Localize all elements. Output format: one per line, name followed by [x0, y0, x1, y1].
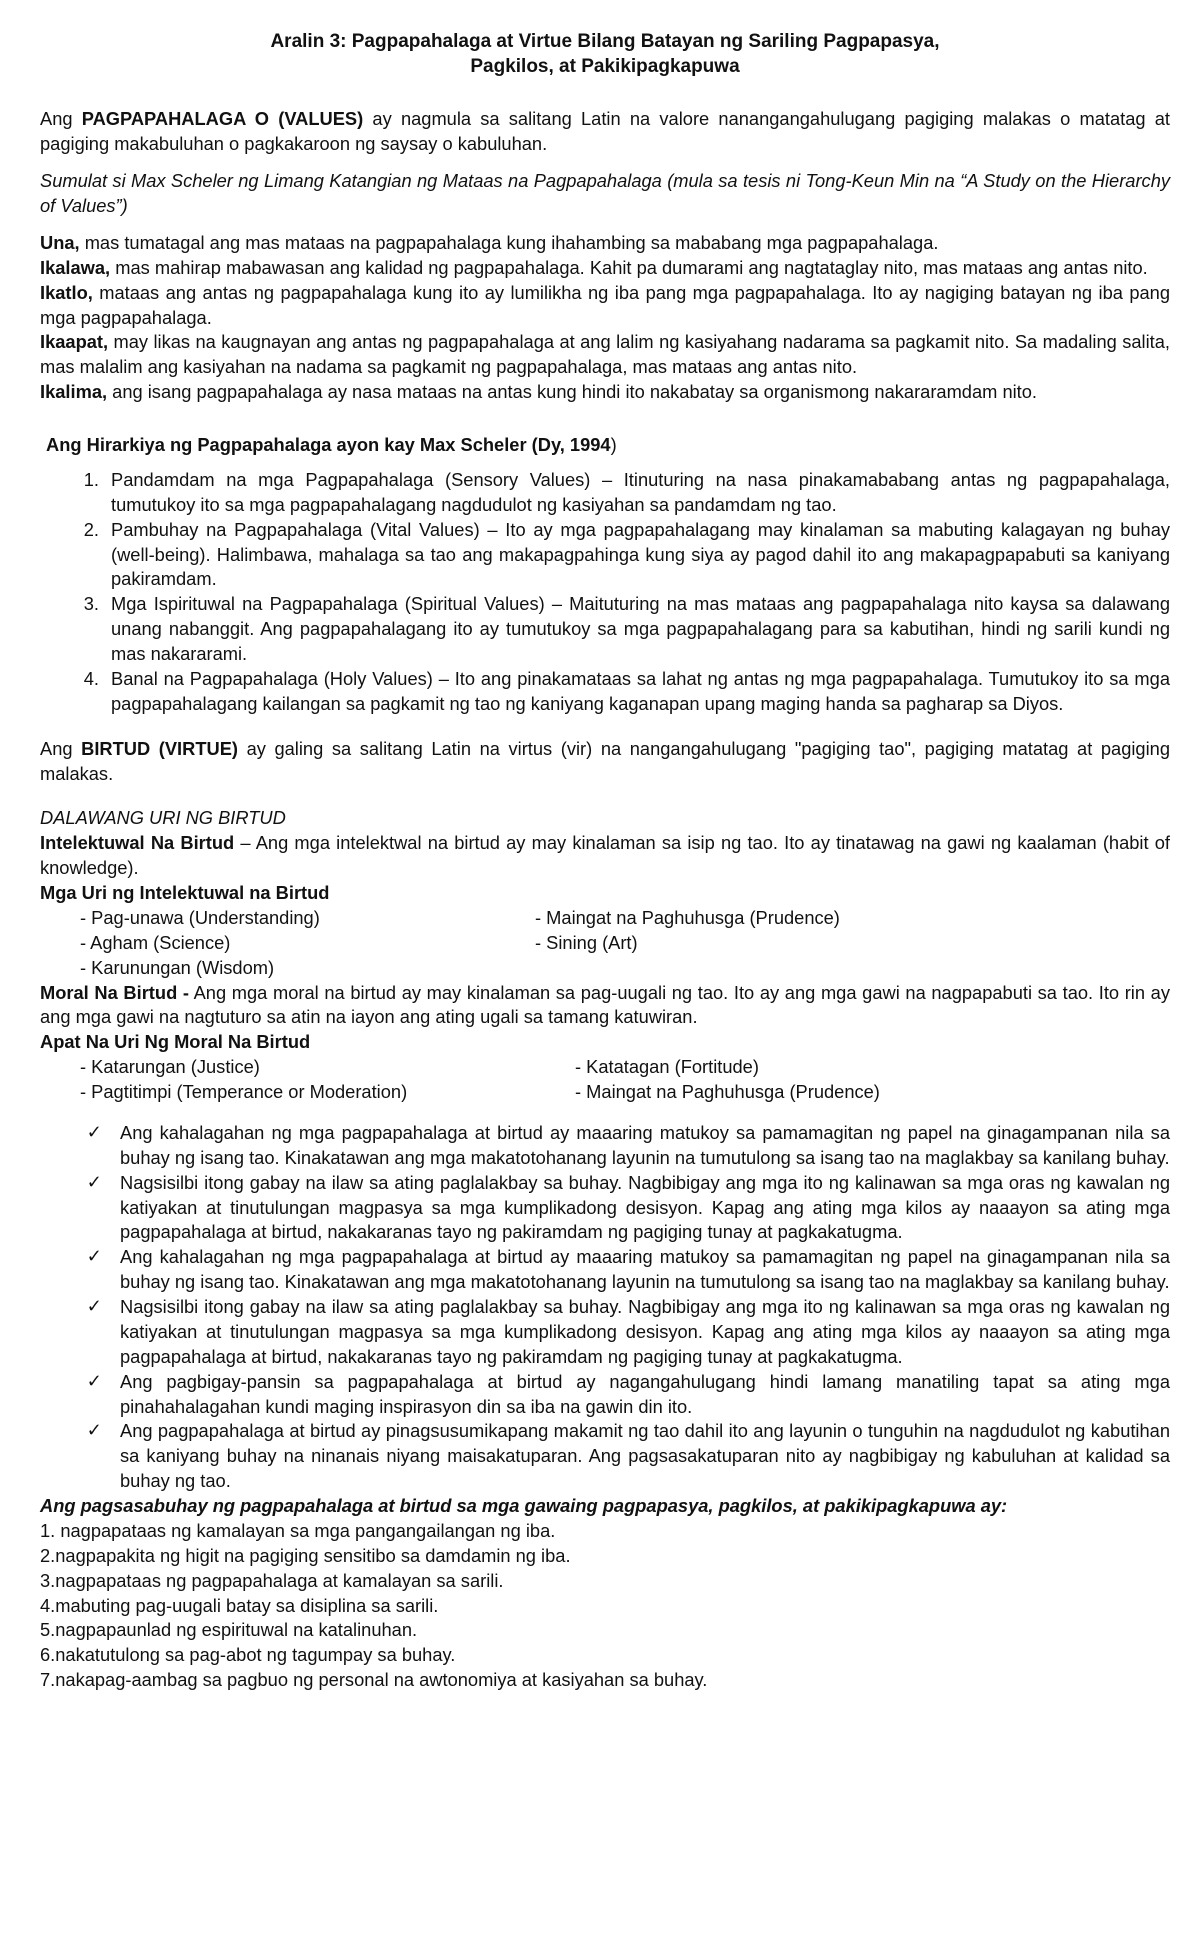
- checklist-item: [40, 1121, 1170, 1171]
- summary-item: 2.nagpapakita ng higit na pagiging sensitibo sa damdamin ng iba.: [40, 1544, 571, 1566]
- checklist-item: [40, 1245, 1170, 1295]
- hierarchy-item-number: 4.: [83, 667, 99, 689]
- summary-item: 6.nakatutulong sa pag-abot ng tagumpay sa buhay.: [40, 1644, 456, 1666]
- hierarchy-item-number: 1.: [83, 468, 99, 490]
- checkmark-icon: ✓: [86, 1420, 102, 1442]
- checkmark-icon: ✓: [86, 1370, 102, 1392]
- summary-heading: Ang pagsasabuhay ng pagpapahalaga at birtud sa mga gawaing pagpapasya, pagkilos, at pakikipagkapuwa ay:: [40, 1495, 1008, 1516]
- checklist-item: [40, 1171, 1170, 1246]
- intellectual-types: [40, 906, 1170, 981]
- hierarchy-item: [40, 518, 1170, 593]
- characteristic-label: Ikalima,: [40, 381, 108, 403]
- values-def-pre: Ang: [40, 108, 82, 130]
- hierarchy-heading: Ang Hirarkiya ng Pagpapahalaga ayon kay Max Scheler (Dy, 1994): [46, 434, 617, 455]
- virtue-type-item: - Katatagan (Fortitude): [575, 1056, 759, 1078]
- virtue-term: BIRTUD (VIRTUE): [81, 737, 238, 759]
- moral-types-heading: Apat Na Uri Ng Moral Na Birtud: [40, 1031, 311, 1053]
- hierarchy-list: [40, 468, 1170, 717]
- checklist-item-text: Ang pagpapahalaga at birtud ay pinagsusumikapang makamit ng tao dahil ito ang layunin o tunguhin na nagdudulot ng kabutihan sa kaniyang buhay na ninanais niyang maisakatuparan. Ang pagsasakatuparan nito ay nagbibigay ng kabuluhan at kalidad sa buhay ng tao.: [120, 1420, 1170, 1492]
- checklist-item: [40, 1370, 1170, 1420]
- checkmark-icon: ✓: [86, 1296, 102, 1317]
- virtue-type-item: - Agham (Science): [80, 931, 231, 953]
- virtue-type-item: - Katarungan (Justice): [80, 1056, 260, 1078]
- characteristic-item: [40, 330, 1170, 380]
- values-definition: [40, 107, 1170, 157]
- checkmark-icon: ✓: [86, 1171, 102, 1193]
- characteristic-label: Una,: [40, 231, 80, 253]
- checklist-item-text: Ang kahalagahan ng mga pagpapahalaga at birtud ay maaaring matukoy sa pamamagitan ng papel na ginagampanan nila sa buhay ng isang tao. Kinakatawan ang mga makatotohanang layunin na tumutulong sa isang tao na maglakbay sa kanilang buhay.: [120, 1121, 1170, 1168]
- hierarchy-item-text: Mga Ispirituwal na Pagpapahalaga (Spiritual Values) – Maituturing na mas mataas ang pagpapahalaga nito kaysa sa dalawang unang nabanggit. Ang pagpapahalagang ito ay tumutukoy sa mga pagpapahalagang para sa kabutihan, hindi ng sarili kundi ng mas nakararami.: [111, 593, 1170, 664]
- characteristic-text: mataas ang antas ng pagpapahalaga kung ito ay lumilikha ng iba pang mga pagpapahalaga. Ito ay nagiging batayan ng iba pang mga pagpapahalaga.: [40, 281, 1170, 328]
- summary-item: 7.nakapag-aambag sa pagbuo ng personal na awtonomiya at kasiyahan sa buhay.: [40, 1669, 708, 1691]
- summary-list: [40, 1519, 1170, 1693]
- moral-virtue-definition: Moral Na Birtud - Ang mga moral na birtud ay may kinalaman sa pag-uugali ng tao. Ito ay ang mga gawi na nagpapabuti sa tao. Ito rin ay ang mga gawi na nagtuturo sa atin na iayon ang ating ugali sa tamang katuwiran.: [40, 981, 1170, 1028]
- summary-item: 5.nagpapaunlad ng espirituwal na katalinuhan.: [40, 1619, 418, 1641]
- hierarchy-item: [40, 468, 1170, 518]
- characteristic-text: mas tumatagal ang mas mataas na pagpapahalaga kung ihahambing sa mababang mga pagpapahalaga.: [79, 231, 939, 253]
- virtue-type-item: - Pag-unawa (Understanding): [80, 906, 320, 928]
- moral-types: [40, 1055, 1170, 1105]
- values-term: PAGPAPAHALAGA O (VALUES): [81, 108, 364, 130]
- lesson-title-line-2: Pagkilos, at Pakikipagkapuwa: [470, 55, 740, 77]
- checklist-item: [40, 1295, 1170, 1370]
- hierarchy-item-number: 2.: [83, 518, 99, 540]
- summary-item: 1. nagpapataas ng kamalayan sa mga pangangailangan ng iba.: [40, 1519, 556, 1541]
- hierarchy-item-text: Pambuhay na Pagpapahalaga (Vital Values) – Ito ay mga pagpapahalagang may kinalaman sa mabuting kalagayan ng buhay (well-being). Halimbawa, mahalaga sa tao ang makapagpahinga kung siya ay pagod dahil ito ang makapagpapabuti sa kaniyang pakiramdam.: [111, 518, 1170, 590]
- summary-item: 3.nagpapataas ng pagpapahalaga at kamalayan sa sarili.: [40, 1569, 504, 1591]
- characteristic-text: mas mahirap mabawasan ang kalidad ng pagpapahalaga. Kahit pa dumarami ang nagtataglay nito, mas mataas ang antas nito.: [110, 256, 1148, 278]
- two-kinds-heading: DALAWANG URI NG BIRTUD: [40, 807, 286, 829]
- characteristic-label: Ikatlo,: [40, 281, 93, 303]
- moral-types-right: [575, 1055, 1170, 1105]
- checklist-item-text: Ang pagbigay-pansin sa pagpapahalaga at birtud ay nagangahulugang hindi lamang manatiling tapat sa ating mga pinahahalagahan kundi maging inspirasyon din sa iba na gawin din ito.: [120, 1370, 1170, 1417]
- virtue-type-item: - Sining (Art): [535, 931, 638, 953]
- intellectual-types-heading: Mga Uri ng Intelektuwal na Birtud: [40, 882, 330, 903]
- hierarchy-item-number: 3.: [83, 593, 99, 615]
- characteristic-item: [40, 231, 1170, 256]
- characteristic-text: may likas na kaugnayan ang antas ng pagpapahalaga at ang lalim ng kasiyahang nadarama sa pagkamit nito. Sa madaling salita, mas malalim ang kasiyahan na nadama sa pagkamit ng pagpapahalaga, mas mataas ang antas nito.: [40, 331, 1170, 378]
- checklist-item-text: Ang kahalagahan ng mga pagpapahalaga at birtud ay maaaring matukoy sa pamamagitan ng papel na ginagampanan nila sa buhay ng isang tao. Kinakatawan ang mga makatotohanang layunin na tumutulong sa isang tao na maglakbay sa kanilang buhay.: [120, 1246, 1170, 1293]
- checklist-item: [40, 1419, 1170, 1494]
- virtue-type-item: - Karunungan (Wisdom): [80, 956, 275, 978]
- values-def-text: ay nagmula sa salitang Latin na valore nanangangahulugang pagiging malakas o matatag at pagiging makabuluhan o pagkakaroon ng saysay o kabuluhan.: [40, 108, 1171, 155]
- checklist-item-text: Nagsisilbi itong gabay na ilaw sa ating paglalakbay sa buhay. Nagbibigay ang mga ito ng kalinawan sa mga oras ng kawalan ng katiyakan at tinutulungan magpasya sa mga kumplikadong desisyon. Kapag ang ating mga kilos ay naaayon sa ating mga pagpapahalaga at birtud, nakakaranas tayo ng pakiramdam ng pagiging tunay at pagkakatugma.: [120, 1296, 1170, 1367]
- hierarchy-item-text: Pandamdam na mga Pagpapahalaga (Sensory Values) – Itinuturing na nasa pinakamababang antas ng pagpapahalaga, tumutukoy ito sa mga pagpapahalagang nagdudulot ng kasiyahan sa pandamdam ng tao.: [111, 468, 1170, 515]
- characteristic-label: Ikaapat,: [40, 331, 109, 353]
- characteristic-item: [40, 256, 1170, 281]
- virtue-type-item: - Maingat na Paghuhusga (Prudence): [575, 1081, 880, 1102]
- intellectual-types-left: [80, 906, 535, 981]
- checklist-item-text: Nagsisilbi itong gabay na ilaw sa ating paglalakbay sa buhay. Nagbibigay ang mga ito ng kalinawan sa mga oras ng kawalan ng katiyakan at tinutulungan magpasya sa mga kumplikadong desisyon. Kapag ang ating mga kilos ay naaayon sa ating mga pagpapahalaga at birtud, nakakaranas tayo ng pakiramdam ng pagiging tunay at pagkakatugma.: [120, 1171, 1170, 1243]
- hierarchy-item: [40, 667, 1170, 717]
- intellectual-virtue-definition: Intelektuwal Na Birtud – Ang mga intelektwal na birtud ay may kinalaman sa isip ng tao. Ito ay tinatawag na gawi ng kaalaman (habit of knowledge).: [40, 832, 1170, 879]
- hierarchy-item: [40, 592, 1170, 667]
- scheler-intro: Sumulat si Max Scheler ng Limang Katangian ng Mataas na Pagpapahalaga (mula sa tesis ni Tong-Keun Min na “A Study on the Hierarchy of Values”): [40, 170, 1170, 216]
- hierarchy-item-text: Banal na Pagpapahalaga (Holy Values) – Ito ang pinakamataas sa lahat ng antas ng mga pagpapahalaga. Tumutukoy ito sa mga pagpapahalagang kailangan sa pagkamit ng tao ng kaniyang kaganapan upang maging handa sa pagharap sa Diyos.: [111, 667, 1170, 714]
- virtue-type-item: - Maingat na Paghuhusga (Prudence): [535, 906, 840, 928]
- virtue-definition: Ang BIRTUD (VIRTUE) ay galing sa salitang Latin na virtus (vir) na nangangahulugang "pagiging tao", pagiging matatag at pagiging malakas.: [40, 737, 1170, 784]
- characteristic-label: Ikalawa,: [40, 256, 111, 278]
- summary-item: 4.mabuting pag-uugali batay sa disiplina sa sarili.: [40, 1594, 439, 1616]
- checkmark-icon: ✓: [86, 1246, 102, 1268]
- characteristic-item: [40, 380, 1170, 405]
- virtue-type-item: - Pagtitimpi (Temperance or Moderation): [80, 1081, 408, 1102]
- lesson-title: [40, 30, 1170, 79]
- characteristic-text: ang isang pagpapahalaga ay nasa mataas na antas kung hindi ito nakabatay sa organismong nakararamdam nito.: [107, 381, 1038, 403]
- checkmark-icon: ✓: [86, 1121, 102, 1143]
- characteristic-item: [40, 281, 1170, 331]
- checklist: [40, 1121, 1170, 1494]
- characteristics-list: [40, 231, 1170, 405]
- moral-types-left: [80, 1055, 575, 1105]
- lesson-title-line-1: Aralin 3: Pagpapahalaga at Virtue Bilang Batayan ng Sariling Pagpapasya,: [270, 31, 940, 52]
- intellectual-types-right: [535, 906, 1170, 981]
